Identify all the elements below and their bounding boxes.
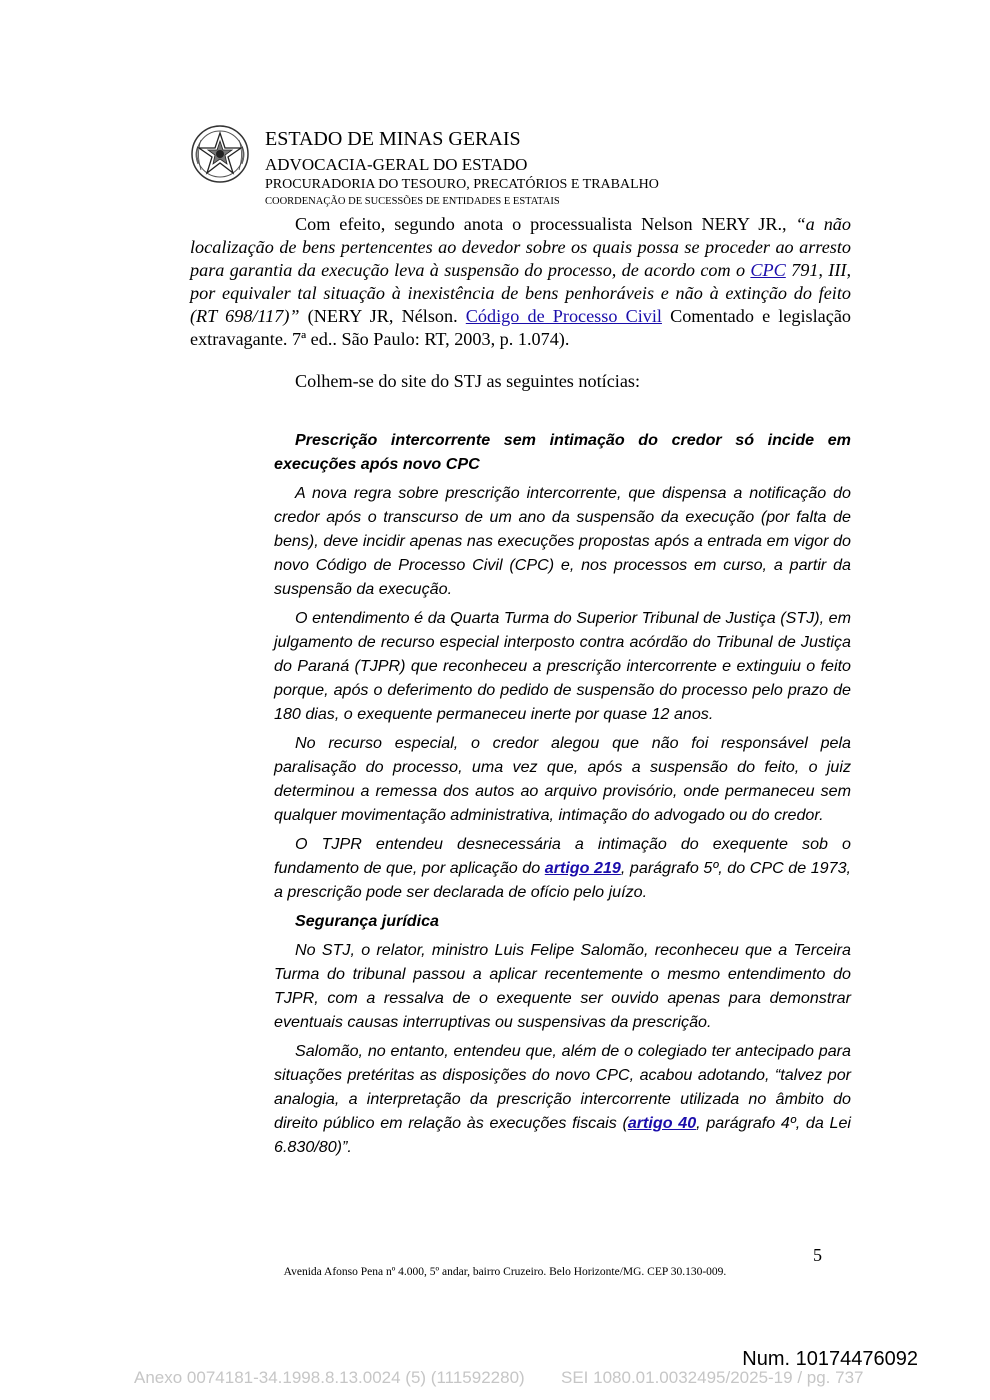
news-text: Salomão, no entanto, entendeu que, além de o colegiado ter antecipado para situações pretéritas as disposições do novo CPC, acabou adotando, “talvez por analogia, a interpretação da prescrição intercorrente utilizada no âmbito do direito público em relação às execuções fiscais ( bbox=[274, 1042, 851, 1132]
stj-news-quote bbox=[274, 428, 851, 1164]
news-paragraph: No recurso especial, o credor alegou que não foi responsável pela paralisação do processo, uma vez que, após a suspensão do feito, o juiz determinou a remessa dos autos ao arquivo provisório, onde permaneceu sem qualquer movimentação administrativa, intimação do advogado ou do credor. bbox=[274, 734, 851, 824]
codigo-processo-civil-link[interactable]: Código de Processo Civil bbox=[465, 306, 662, 326]
document-number: Num. 10174476092 bbox=[742, 1348, 918, 1370]
paragraph-lead: Com efeito, segundo anota o processualista Nelson NERY JR., bbox=[295, 214, 796, 234]
news-text: , parágrafo 4º, da Lei 6.830/80)”. bbox=[274, 1114, 851, 1156]
news-text: O TJPR entendeu desnecessária a intimação do exequente sob o fundamento de que, por aplicação do bbox=[274, 835, 851, 877]
state-coat-of-arms-icon bbox=[190, 124, 250, 184]
header-state: ESTADO DE MINAS GERAIS bbox=[265, 128, 521, 150]
annex-stamp: Anexo 0074181-34.1998.8.13.0024 (5) (111592280) bbox=[134, 1368, 525, 1387]
news-title: Prescrição intercorrente sem intimação do credor só incide em execuções após novo CPC bbox=[274, 431, 851, 473]
news-paragraph bbox=[274, 832, 851, 904]
citation-author: (NERY JR, Nélson. bbox=[299, 306, 466, 326]
page-number: 5 bbox=[813, 1245, 822, 1265]
header-agency: ADVOCACIA-GERAL DO ESTADO bbox=[265, 155, 528, 174]
news-paragraph bbox=[274, 1039, 851, 1159]
artigo-40-link[interactable]: artigo 40 bbox=[627, 1114, 697, 1132]
news-paragraph: O entendimento é da Quarta Turma do Superior Tribunal de Justiça (STJ), em julgamento de recurso especial interposto contra acórdão do Tribunal de Justiça do Paraná (TJPR) que reconheceu a prescrição intercorrente e extinguiu o feito porque, após o deferimento do pedido de suspensão do processo pelo prazo de 180 dias, o exequente permaneceu inerte por quase 12 anos. bbox=[274, 609, 851, 723]
quote-part-b: 791, III, por equivaler tal situação à inexistência de bens penhoráveis e não à extinção do feito (RT 698/117)” bbox=[190, 260, 851, 326]
news-subtitle: Segurança jurídica bbox=[295, 912, 440, 930]
header-procuradoria: PROCURADORIA DO TESOURO, PRECATÓRIOS E TRABALHO bbox=[265, 177, 659, 192]
footer-address: Avenida Afonso Pena nº 4.000, 5º andar, bairro Cruzeiro. Belo Horizonte/MG. CEP 30.130-009. bbox=[283, 1266, 727, 1278]
header-coordenacao: COORDENAÇÃO DE SUCESSÕES DE ENTIDADES E ESTATAIS bbox=[265, 196, 560, 207]
news-paragraph: No STJ, o relator, ministro Luis Felipe Salomão, reconheceu que a Terceira Turma do tribunal passou a aplicar recentemente o mesmo entendimento do TJPR, com a ressalva de o exequente ser ouvido apenas para demonstrar eventuais causas interruptivas ou suspensivas da prescrição. bbox=[274, 941, 851, 1031]
paragraph-stj-intro: Colhem-se do site do STJ as seguintes notícias: bbox=[295, 371, 641, 391]
sei-stamp: SEI 1080.01.0032495/2025-19 / pg. 737 bbox=[561, 1368, 864, 1387]
cpc-link[interactable]: CPC bbox=[750, 260, 786, 280]
artigo-219-link[interactable]: artigo 219 bbox=[544, 859, 621, 877]
quote-part-a: “a não localização de bens pertencentes ao devedor sobre os quais possa se proceder ao arresto para garantia da execução leva à suspensão do processo, de acordo com o bbox=[190, 214, 851, 280]
citation-tail: Comentado e legislação extravagante. 7ª ed.. São Paulo: RT, 2003, p. 1.074). bbox=[190, 306, 851, 349]
news-text: , parágrafo 5º, do CPC de 1973, a prescrição pode ser declarada de ofício pelo juízo. bbox=[274, 859, 851, 901]
paragraph-nery-citation bbox=[190, 213, 851, 351]
news-paragraph: A nova regra sobre prescrição intercorrente, que dispensa a notificação do credor após o transcurso de um ano da suspensão da execução (por falta de bens), deve incidir apenas nas execuções propostas após a entrada em vigor do novo Código de Processo Civil (CPC) e, nos processos em curso, a partir da suspensão da execução. bbox=[274, 484, 851, 598]
